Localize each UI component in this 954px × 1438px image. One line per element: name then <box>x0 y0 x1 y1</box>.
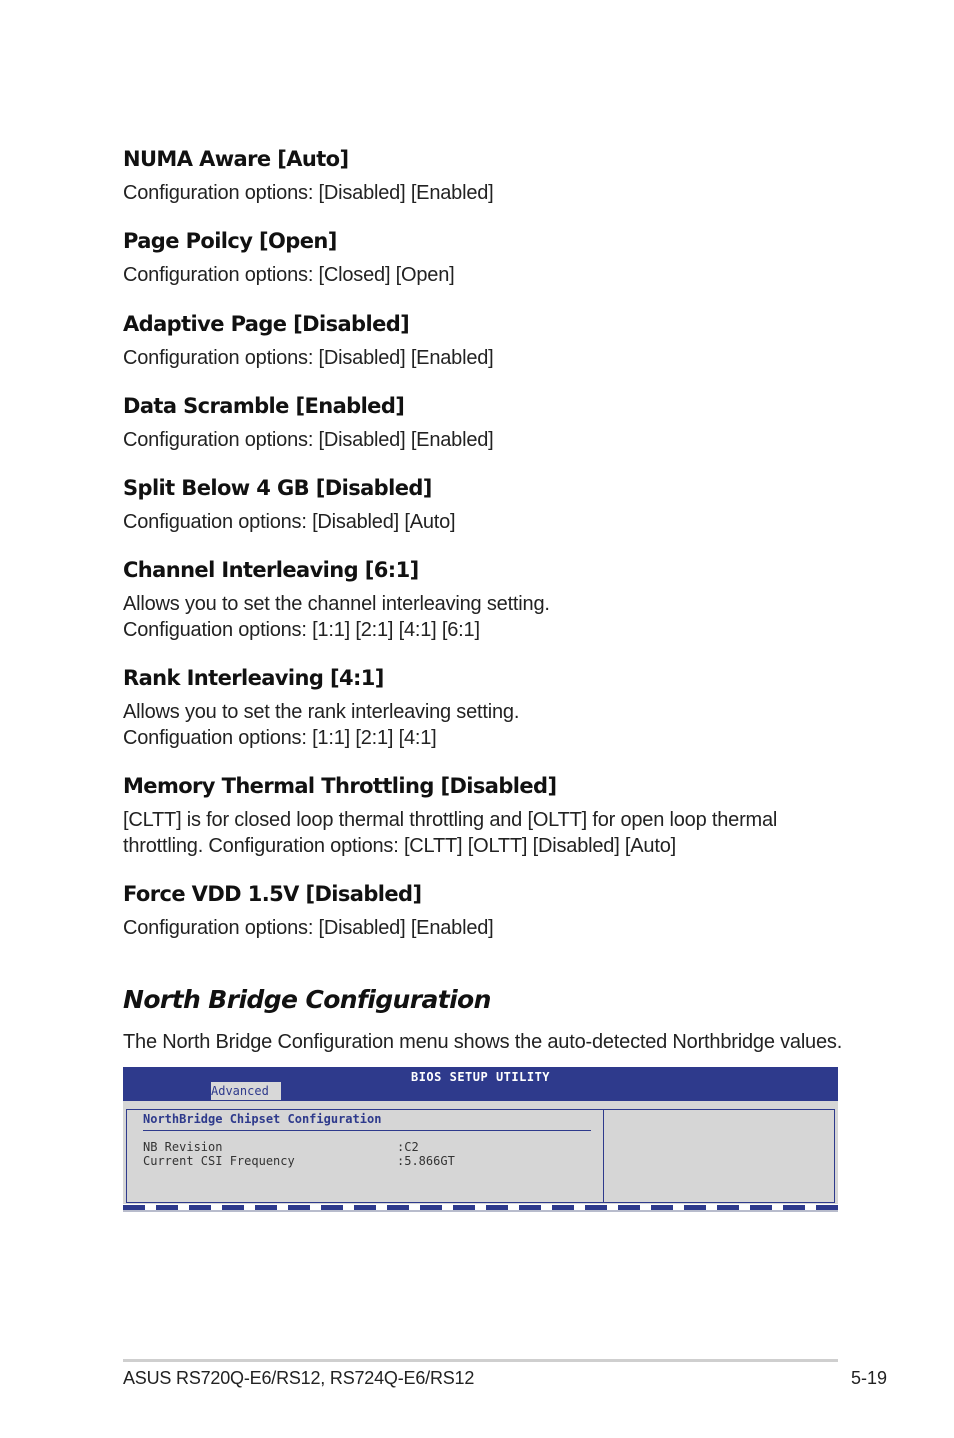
bios-body <box>123 1101 838 1204</box>
bios-divider <box>143 1130 591 1131</box>
section-heading: Channel Interleaving [6:1] <box>123 558 419 582</box>
section-heading: Data Scramble [Enabled] <box>123 394 405 418</box>
bios-row-label: Current CSI Frequency <box>143 1154 295 1168</box>
section-channel-interleaving <box>123 557 838 643</box>
section-text: Configuration options: [Closed] [Open] <box>123 264 455 286</box>
north-bridge-description: The North Bridge Configuration menu shows the auto-detected Northbridge values. <box>123 1031 843 1053</box>
section-text: Configuration options: [Disabled] [Enabled] <box>123 917 494 939</box>
section-text: Configuation options: [1:1] [2:1] [4:1] [6:1] <box>123 619 480 641</box>
bios-screenshot <box>123 1067 838 1214</box>
section-text: Configuration options: [Disabled] [Enabled] <box>123 347 494 369</box>
section-heading: Adaptive Page [Disabled] <box>123 312 410 336</box>
bios-row-value: :5.866GT <box>397 1154 455 1168</box>
footer-model: ASUS RS720Q-E6/RS12, RS724Q-E6/RS12 <box>123 1368 475 1388</box>
bios-bottom-shadow <box>123 1210 838 1212</box>
section-split-below-4gb <box>123 475 838 535</box>
section-text: Allows you to set the rank interleaving setting. <box>123 701 520 723</box>
bios-row-nb-revision <box>143 1140 419 1154</box>
bios-title-bar <box>123 1067 838 1101</box>
north-bridge-title: North Bridge Configuration <box>123 985 491 1014</box>
bios-tab-advanced[interactable]: Advanced <box>211 1082 281 1100</box>
bios-subtitle: NorthBridge Chipset Configuration <box>143 1112 382 1126</box>
section-text: Configuation options: [Disabled] [Auto] <box>123 511 456 533</box>
section-heading: Force VDD 1.5V [Disabled] <box>123 882 422 906</box>
section-text: Allows you to set the channel interleaving setting. <box>123 593 550 615</box>
section-heading: NUMA Aware [Auto] <box>123 147 349 171</box>
section-data-scramble <box>123 393 838 453</box>
bios-help-panel <box>603 1109 835 1203</box>
section-heading: Memory Thermal Throttling [Disabled] <box>123 774 557 798</box>
section-text: [CLTT] is for closed loop thermal throttling and [OLTT] for open loop thermal <box>123 809 778 831</box>
section-numa-aware <box>123 146 838 206</box>
bios-row-csi-frequency <box>143 1154 455 1168</box>
section-adaptive-page <box>123 311 838 371</box>
section-heading: Page Poilcy [Open] <box>123 229 337 253</box>
footer-divider <box>123 1359 838 1362</box>
footer-page-number: 5-19 <box>850 1368 887 1388</box>
section-text: Configuration options: [Disabled] [Enabled] <box>123 182 494 204</box>
section-page-policy <box>123 228 838 288</box>
bios-title: BIOS SETUP UTILITY <box>410 1070 551 1084</box>
section-text: throttling. Configuration options: [CLTT] [OLTT] [Disabled] [Auto] <box>123 835 676 857</box>
bios-main-panel <box>126 1109 603 1203</box>
section-heading: Split Below 4 GB [Disabled] <box>123 476 432 500</box>
section-heading: Rank Interleaving [4:1] <box>123 666 384 690</box>
section-force-vdd <box>123 881 838 941</box>
section-text: Configuration options: [Disabled] [Enabled] <box>123 429 494 451</box>
section-text: Configuation options: [1:1] [2:1] [4:1] <box>123 727 437 749</box>
bios-row-value: :C2 <box>397 1140 419 1154</box>
section-memory-thermal-throttling <box>123 773 838 859</box>
section-rank-interleaving <box>123 665 838 751</box>
bios-row-label: NB Revision <box>143 1140 223 1154</box>
